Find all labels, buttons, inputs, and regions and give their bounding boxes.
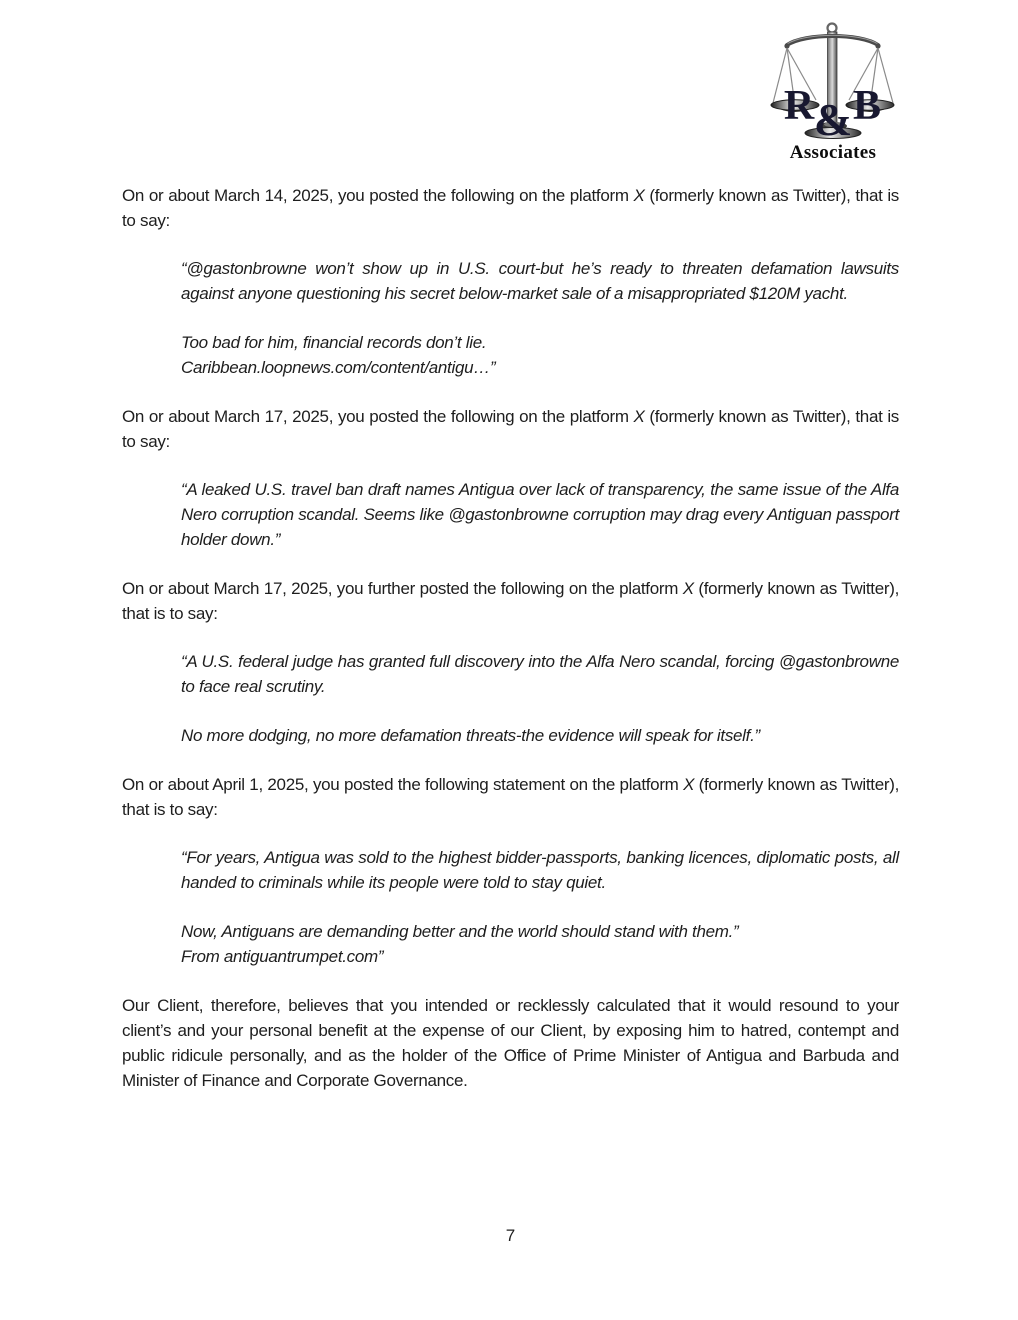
- platform-x-italic: X: [683, 775, 695, 794]
- letter-body: [122, 183, 899, 1116]
- paragraph-march-17: [122, 404, 899, 454]
- paragraph-text: (formerly known as Twitter), that is to say:: [122, 186, 899, 230]
- logo-letter-r: R: [783, 83, 814, 129]
- paragraph-text: On or about March 17, 2025, you posted the following on the platform: [122, 407, 634, 426]
- paragraph-text: (formerly known as Twitter), that is to say:: [122, 407, 899, 451]
- scales-of-justice-icon: [770, 15, 897, 141]
- paragraph-text: On or about March 17, 2025, you further posted the following on the platform: [122, 579, 683, 598]
- letterhead: [769, 15, 897, 164]
- quoted-post-march-14-part-1: “@gastonbrowne won’t show up in U.S. court-but he’s ready to threaten defamation lawsuits against anyone questioning his secret below-market sale of a misappropriated $120M yacht.: [181, 259, 899, 303]
- quote-line: Too bad for him, financial records don’t lie.: [181, 333, 487, 352]
- quoted-post-march-17-further-part-1: “A U.S. federal judge has granted full discovery into the Alfa Nero scandal, forcing @gastonbrowne to face real scrutiny.: [181, 652, 899, 696]
- logo-ampersand: &: [813, 94, 852, 141]
- paragraph-text: On or about March 14, 2025, you posted the following on the platform: [122, 186, 634, 205]
- logo-top-ring: [827, 24, 836, 33]
- quoted-post-march-14-part-2: [122, 330, 899, 380]
- platform-x-italic: X: [633, 407, 645, 426]
- paragraph-april-1: [122, 772, 899, 822]
- paragraph-text: On or about April 1, 2025, you posted the following statement on the platform: [122, 775, 684, 794]
- page-number: 7: [505, 1226, 516, 1245]
- quote-line: Now, Antiguans are demanding better and the world should stand with them.”: [181, 922, 739, 941]
- logo-beam-knob-left: [784, 43, 789, 48]
- paragraph-march-17-further: [122, 576, 899, 626]
- platform-x-italic: X: [682, 579, 694, 598]
- quoted-post-april-1-part-1: “For years, Antigua was sold to the highest bidder-passports, banking licences, diplomatic posts, all handed to criminals while its people were told to stay quiet.: [181, 848, 899, 892]
- firm-name: Associates: [789, 142, 877, 163]
- paragraph-text: (formerly known as Twitter), that is to say:: [122, 579, 899, 623]
- logo-beam-knob-right: [875, 43, 880, 48]
- quoted-post-april-1-part-2: [122, 919, 899, 969]
- quoted-post-march-17: “A leaked U.S. travel ban draft names Antigua over lack of transparency, the same issue of the Alfa Nero corruption scandal. Seems like @gastonbrowne corruption may drag every Antiguan passport holder down.”: [181, 480, 899, 549]
- paragraph-conclusion: Our Client, therefore, believes that you intended or recklessly calculated that it would resound to your client’s and your personal benefit at the expense of our Client, by exposing him to hatred, contempt and public ridicule personally, and as the holder of the Office of Prime Minister of Antigua and Barbuda and Minister of Finance and Corporate Governance.: [122, 996, 899, 1090]
- quote-line: Caribbean.loopnews.com/content/antigu…”: [181, 358, 496, 377]
- logo-letter-b: B: [852, 83, 881, 129]
- paragraph-text: (formerly known as Twitter), that is to say:: [122, 775, 900, 819]
- platform-x-italic: X: [633, 186, 645, 205]
- quote-line: From antiguantrumpet.com”: [181, 947, 384, 966]
- quoted-post-march-17-further-part-2: No more dodging, no more defamation threats-the evidence will speak for itself.”: [181, 726, 760, 745]
- paragraph-march-14: [122, 183, 899, 233]
